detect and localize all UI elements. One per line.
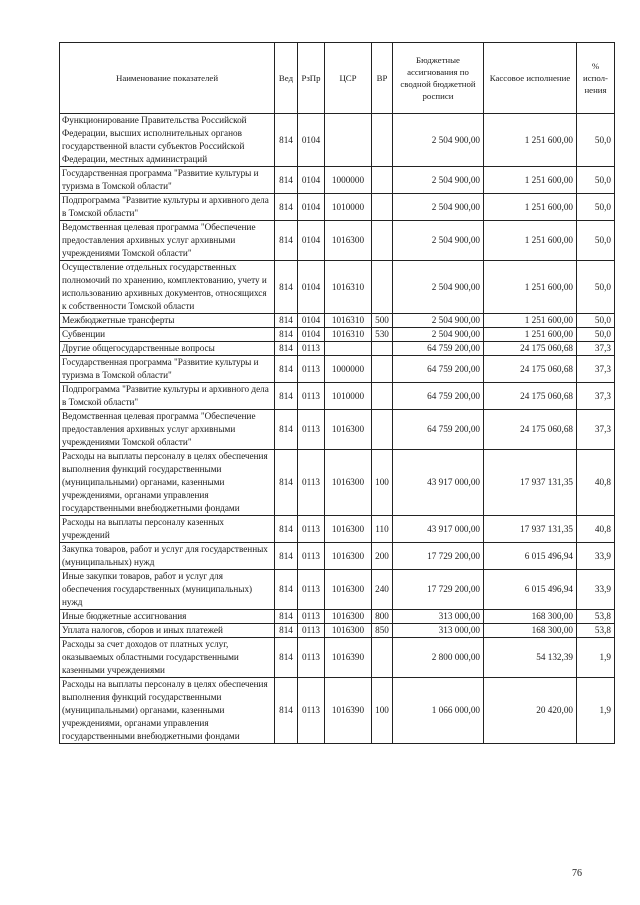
header-execution: Кассовое исполнение [484, 43, 577, 114]
table-row [60, 610, 615, 624]
target-article-code: 1016310 [325, 314, 372, 328]
section-code: 0104 [298, 328, 325, 342]
indicator-name: Иные закупки товаров, работ и услуг для обеспечения государственных (муниципальных) нужд [60, 570, 275, 610]
indicator-name: Подпрограмма "Развитие культуры и архивного дела в Томской области" [60, 383, 275, 410]
table-row [60, 450, 615, 516]
section-code: 0104 [298, 314, 325, 328]
table-row [60, 356, 615, 383]
expense-type-code [372, 194, 393, 221]
cash-execution: 1 251 600,00 [484, 221, 577, 261]
execution-percent: 37,3 [577, 356, 615, 383]
execution-percent: 50,0 [577, 328, 615, 342]
cash-execution: 168 300,00 [484, 610, 577, 624]
section-code: 0104 [298, 114, 325, 167]
department-code: 814 [275, 221, 298, 261]
table-body [60, 114, 615, 744]
department-code: 814 [275, 624, 298, 638]
budget-allocation: 313 000,00 [393, 624, 484, 638]
budget-allocation: 2 800 000,00 [393, 638, 484, 678]
target-article-code [325, 114, 372, 167]
expense-type-code: 100 [372, 678, 393, 744]
budget-allocation: 2 504 900,00 [393, 328, 484, 342]
execution-percent: 1,9 [577, 638, 615, 678]
indicator-name: Закупка товаров, работ и услуг для государственных (муниципальных) нужд [60, 543, 275, 570]
budget-allocation: 2 504 900,00 [393, 114, 484, 167]
header-percent: % испол-нения [577, 43, 615, 114]
cash-execution: 6 015 496,94 [484, 543, 577, 570]
table-row [60, 516, 615, 543]
header-ved: Вед [275, 43, 298, 114]
table-row [60, 383, 615, 410]
section-code: 0113 [298, 543, 325, 570]
expense-type-code [372, 114, 393, 167]
indicator-name: Ведомственная целевая программа "Обеспечение предоставления архивных услуг архивными учреждениями Томской области" [60, 221, 275, 261]
target-article-code: 1016310 [325, 261, 372, 314]
header-budget: Бюджетные ассигнования по сводной бюджетной росписи [393, 43, 484, 114]
cash-execution: 17 937 131,35 [484, 450, 577, 516]
indicator-name: Государственная программа "Развитие культуры и туризма в Томской области" [60, 356, 275, 383]
execution-percent: 1,9 [577, 678, 615, 744]
cash-execution: 1 251 600,00 [484, 194, 577, 221]
budget-allocation: 64 759 200,00 [393, 342, 484, 356]
execution-percent: 50,0 [577, 314, 615, 328]
department-code: 814 [275, 450, 298, 516]
execution-percent: 50,0 [577, 221, 615, 261]
section-code: 0113 [298, 638, 325, 678]
department-code: 814 [275, 356, 298, 383]
budget-allocation: 17 729 200,00 [393, 543, 484, 570]
target-article-code: 1010000 [325, 383, 372, 410]
execution-percent: 50,0 [577, 261, 615, 314]
target-article-code: 1016300 [325, 450, 372, 516]
table-row [60, 678, 615, 744]
department-code: 814 [275, 638, 298, 678]
cash-execution: 1 251 600,00 [484, 261, 577, 314]
table-row [60, 570, 615, 610]
indicator-name: Расходы на выплаты персоналу в целях обеспечения выполнения функций государственными (муниципальными) органами, казенными учреждениями, органами управления государственными внебюджетными фондами [60, 678, 275, 744]
target-article-code: 1016300 [325, 516, 372, 543]
execution-percent: 50,0 [577, 114, 615, 167]
expense-type-code: 240 [372, 570, 393, 610]
table-row [60, 114, 615, 167]
table-row [60, 638, 615, 678]
table-row [60, 194, 615, 221]
cash-execution: 1 251 600,00 [484, 167, 577, 194]
indicator-name: Функционирование Правительства Российской Федерации, высших исполнительных органов государственной власти субъектов Российской Федерации, местных администраций [60, 114, 275, 167]
department-code: 814 [275, 261, 298, 314]
cash-execution: 1 251 600,00 [484, 328, 577, 342]
expense-type-code [372, 383, 393, 410]
cash-execution: 24 175 060,68 [484, 383, 577, 410]
table-row [60, 167, 615, 194]
target-article-code [325, 342, 372, 356]
target-article-code: 1016300 [325, 624, 372, 638]
cash-execution: 1 251 600,00 [484, 314, 577, 328]
execution-percent: 50,0 [577, 194, 615, 221]
cash-execution: 6 015 496,94 [484, 570, 577, 610]
indicator-name: Подпрограмма "Развитие культуры и архивного дела в Томской области" [60, 194, 275, 221]
indicator-name: Государственная программа "Развитие культуры и туризма в Томской области" [60, 167, 275, 194]
department-code: 814 [275, 342, 298, 356]
section-code: 0113 [298, 342, 325, 356]
expense-type-code: 110 [372, 516, 393, 543]
execution-percent: 53,8 [577, 624, 615, 638]
execution-percent: 33,9 [577, 543, 615, 570]
expense-type-code [372, 356, 393, 383]
target-article-code: 1016310 [325, 328, 372, 342]
table-row [60, 410, 615, 450]
table-row [60, 314, 615, 328]
section-code: 0104 [298, 221, 325, 261]
cash-execution: 54 132,39 [484, 638, 577, 678]
section-code: 0113 [298, 410, 325, 450]
indicator-name: Расходы на выплаты персоналу казенных учреждений [60, 516, 275, 543]
target-article-code: 1010000 [325, 194, 372, 221]
indicator-name: Расходы на выплаты персоналу в целях обеспечения выполнения функций государственными (муниципальными) органами, казенными учреждениями, органами управления государственными внебюджетными фондами [60, 450, 275, 516]
section-code: 0104 [298, 261, 325, 314]
indicator-name: Расходы за счет доходов от платных услуг, оказываемых областными государственными казенными учреждениями [60, 638, 275, 678]
cash-execution: 24 175 060,68 [484, 356, 577, 383]
cash-execution: 24 175 060,68 [484, 410, 577, 450]
department-code: 814 [275, 314, 298, 328]
target-article-code: 1016300 [325, 610, 372, 624]
execution-percent: 33,9 [577, 570, 615, 610]
target-article-code: 1016390 [325, 638, 372, 678]
execution-percent: 37,3 [577, 342, 615, 356]
section-code: 0113 [298, 450, 325, 516]
department-code: 814 [275, 570, 298, 610]
cash-execution: 17 937 131,35 [484, 516, 577, 543]
header-name: Наименование показателей [60, 43, 275, 114]
indicator-name: Ведомственная целевая программа "Обеспечение предоставления архивных услуг архивными учреждениями Томской области" [60, 410, 275, 450]
section-code: 0113 [298, 610, 325, 624]
section-code: 0113 [298, 624, 325, 638]
department-code: 814 [275, 383, 298, 410]
cash-execution: 168 300,00 [484, 624, 577, 638]
department-code: 814 [275, 328, 298, 342]
department-code: 814 [275, 543, 298, 570]
indicator-name: Уплата налогов, сборов и иных платежей [60, 624, 275, 638]
budget-allocation: 2 504 900,00 [393, 314, 484, 328]
budget-allocation: 1 066 000,00 [393, 678, 484, 744]
table-row [60, 221, 615, 261]
expense-type-code [372, 261, 393, 314]
expense-type-code: 850 [372, 624, 393, 638]
expense-type-code: 530 [372, 328, 393, 342]
expense-type-code [372, 410, 393, 450]
execution-percent: 53,8 [577, 610, 615, 624]
expense-type-code: 500 [372, 314, 393, 328]
budget-allocation: 2 504 900,00 [393, 221, 484, 261]
table-row [60, 328, 615, 342]
execution-percent: 37,3 [577, 383, 615, 410]
budget-allocation: 17 729 200,00 [393, 570, 484, 610]
header-rzpr: РзПр [298, 43, 325, 114]
expense-type-code [372, 342, 393, 356]
budget-allocation: 64 759 200,00 [393, 410, 484, 450]
execution-percent: 50,0 [577, 167, 615, 194]
expense-type-code [372, 167, 393, 194]
section-code: 0113 [298, 356, 325, 383]
table-row [60, 624, 615, 638]
department-code: 814 [275, 410, 298, 450]
department-code: 814 [275, 516, 298, 543]
indicator-name: Иные бюджетные ассигнования [60, 610, 275, 624]
indicator-name: Осуществление отдельных государственных полномочий по хранению, комплектованию, учету и использованию архивных документов, относящихся к собственности Томской области [60, 261, 275, 314]
budget-allocation: 2 504 900,00 [393, 194, 484, 221]
department-code: 814 [275, 167, 298, 194]
expense-type-code [372, 221, 393, 261]
section-code: 0104 [298, 194, 325, 221]
table-header-row [60, 43, 615, 114]
execution-percent: 40,8 [577, 450, 615, 516]
budget-table [59, 42, 615, 744]
execution-percent: 37,3 [577, 410, 615, 450]
budget-allocation: 64 759 200,00 [393, 356, 484, 383]
department-code: 814 [275, 678, 298, 744]
budget-allocation: 64 759 200,00 [393, 383, 484, 410]
cash-execution: 24 175 060,68 [484, 342, 577, 356]
table-row [60, 543, 615, 570]
budget-allocation: 43 917 000,00 [393, 516, 484, 543]
section-code: 0113 [298, 516, 325, 543]
page-number: 76 [572, 868, 582, 879]
section-code: 0113 [298, 383, 325, 410]
table-row [60, 261, 615, 314]
budget-allocation: 313 000,00 [393, 610, 484, 624]
section-code: 0113 [298, 570, 325, 610]
cash-execution: 1 251 600,00 [484, 114, 577, 167]
expense-type-code: 800 [372, 610, 393, 624]
target-article-code: 1016300 [325, 410, 372, 450]
indicator-name: Субвенции [60, 328, 275, 342]
expense-type-code: 200 [372, 543, 393, 570]
cash-execution: 20 420,00 [484, 678, 577, 744]
section-code: 0104 [298, 167, 325, 194]
department-code: 814 [275, 194, 298, 221]
target-article-code: 1000000 [325, 167, 372, 194]
target-article-code: 1016300 [325, 570, 372, 610]
header-csr: ЦСР [325, 43, 372, 114]
budget-allocation: 43 917 000,00 [393, 450, 484, 516]
section-code: 0113 [298, 678, 325, 744]
budget-allocation: 2 504 900,00 [393, 167, 484, 194]
expense-type-code: 100 [372, 450, 393, 516]
budget-allocation: 2 504 900,00 [393, 261, 484, 314]
indicator-name: Другие общегосударственные вопросы [60, 342, 275, 356]
target-article-code: 1000000 [325, 356, 372, 383]
expense-type-code [372, 638, 393, 678]
header-vr: ВР [372, 43, 393, 114]
target-article-code: 1016300 [325, 543, 372, 570]
target-article-code: 1016390 [325, 678, 372, 744]
table-row [60, 342, 615, 356]
target-article-code: 1016300 [325, 221, 372, 261]
department-code: 814 [275, 114, 298, 167]
indicator-name: Межбюджетные трансферты [60, 314, 275, 328]
department-code: 814 [275, 610, 298, 624]
execution-percent: 40,8 [577, 516, 615, 543]
